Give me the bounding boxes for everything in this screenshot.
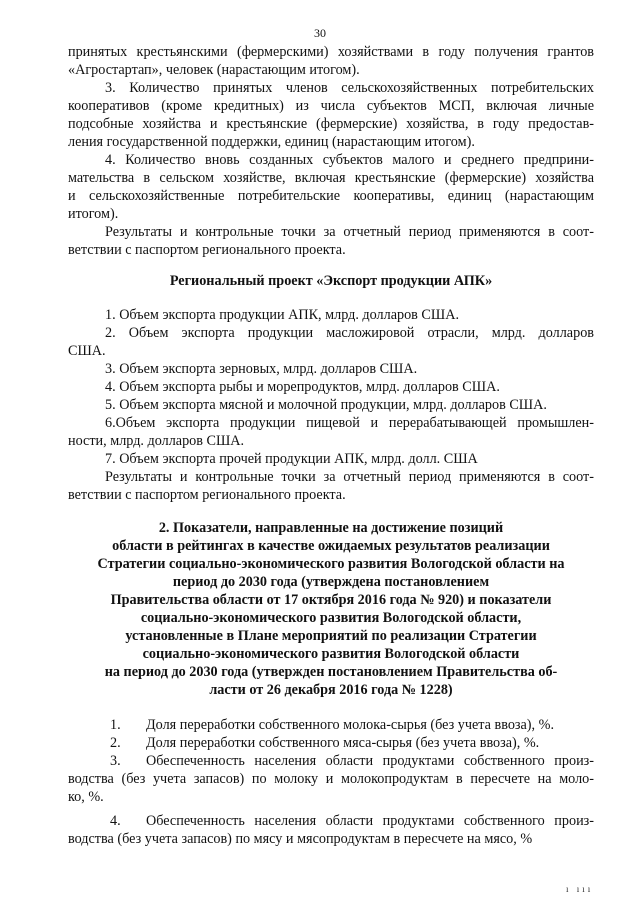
list-number: 4. [110,813,121,829]
list-item: 7. Объем экспорта прочей продукции АПК, млрд. долл. США [105,451,478,467]
section-heading-line: Стратегии социально-экономического развития Вологодской области на [97,556,565,572]
text-line: и сельскохозяйственные потребительские кооперативы, единиц (нарастающим [68,188,594,204]
text-line: 4. Количество вновь созданных субъектов малого и среднего предприни- [105,152,594,168]
list-number: 1. [110,717,121,733]
section-heading: Региональный проект «Экспорт продукции АПК» [169,273,493,289]
list-item: Доля переработки собственного мяса-сырья (без учета ввоза), %. [146,735,540,751]
text-line: «Агростартап», человек (нарастающим итогом). [68,62,360,78]
text-line: Результаты и контрольные точки за отчетный период применяются в соот- [105,469,594,485]
section-heading-line: на период до 2030 года (утвержден постановлением Правительства об- [104,664,558,680]
footer-mark: ı ııı [566,884,594,894]
list-item: 3. Объем экспорта зерновых, млрд. долларов США. [105,361,418,377]
text-line: ления государственной поддержки, единиц (нарастающим итогом). [68,134,475,150]
section-heading-line: установленные в Плане мероприятий по реализации Стратегии [125,628,537,644]
text-line: мательства в сельском хозяйстве, включая крестьянские (фермерские) хозяйства [68,170,594,186]
list-item: 6.Объем экспорта продукции пищевой и перерабатывающей промышлен- [105,415,594,431]
text-line: водства (без учета запасов) по мясу и мясопродуктам в пересчете на мясо, % [68,831,533,847]
text-line: подсобные хозяйства и крестьянские (фермерские) хозяйства, в году предостав- [68,116,594,132]
list-number: 2. [110,735,121,751]
section-heading-line: области в рейтингах в качестве ожидаемых результатов реализации [112,538,550,554]
section-heading-line: 2. Показатели, направленные на достижение позиций [158,520,504,536]
text-line: ветствии с паспортом регионального проекта. [68,487,346,503]
text-line: итогом). [68,206,119,222]
section-heading-line: социально-экономического развития Вологодской области [142,646,520,662]
list-item: Обеспеченность населения области продуктами собственного произ- [146,753,594,769]
text-line: водства (без учета запасов) по молоку и молокопродуктам в пересчете на моло- [68,771,594,787]
list-item: 2. Объем экспорта продукции масложировой отрасли, млрд. долларов [105,325,594,341]
text-line: кооперативов (кроме кредитных) из числа субъектов МСП, включая личные [68,98,594,114]
section-heading-line: ласти от 26 декабря 2016 года № 1228) [209,682,453,698]
text-line: Результаты и контрольные точки за отчетный период применяются в соот- [105,224,594,240]
text-line: ветствии с паспортом регионального проекта. [68,242,346,258]
list-number: 3. [110,753,121,769]
list-item: 5. Объем экспорта мясной и молочной продукции, млрд. долларов США. [105,397,547,413]
section-heading-line: Правительства области от 17 октября 2016 года № 920) и показатели [110,592,552,608]
section-heading-line: период до 2030 года (утверждена постановлением [172,574,490,590]
list-item: Доля переработки собственного молока-сырья (без учета ввоза), %. [146,717,554,733]
text-line: 3. Количество принятых членов сельскохозяйственных потребительских [105,80,594,96]
text-line: США. [68,343,106,359]
section-heading-line: социально-экономического развития Вологодской области, [140,610,522,626]
page-number: 30 [314,26,326,40]
text-line: принятых крестьянскими (фермерскими) хозяйствами в году получения грантов [68,44,594,60]
text-line: ности, млрд. долларов США. [68,433,245,449]
list-item: 1. Объем экспорта продукции АПК, млрд. долларов США. [105,307,460,323]
list-item: 4. Объем экспорта рыбы и морепродуктов, млрд. долларов США. [105,379,500,395]
text-line: ко, %. [68,789,104,805]
list-item: Обеспеченность населения области продуктами собственного произ- [146,813,594,829]
